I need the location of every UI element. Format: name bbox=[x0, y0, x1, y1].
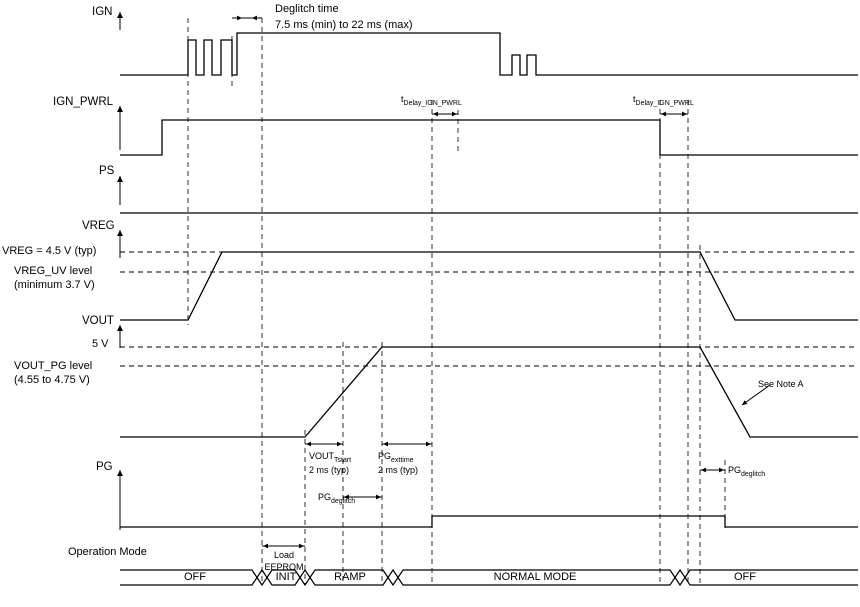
vreg-uv-level-label: VREG_UV level bbox=[14, 265, 93, 277]
vout-reference-lines bbox=[120, 347, 858, 366]
operation-mode-segment-normal: NORMAL MODE bbox=[493, 571, 577, 583]
load-eeprom-line2: EEPROM bbox=[264, 562, 304, 572]
operation-mode-label: Operation Mode bbox=[68, 546, 147, 558]
vreg-uv-min-label: (minimum 3.7 V) bbox=[14, 279, 95, 291]
pg-exttime-label: $PG_{exttime}$ bbox=[378, 451, 414, 464]
signal-label-vreg: VREG bbox=[82, 220, 115, 232]
operation-mode-segment-off-1: OFF bbox=[184, 571, 206, 583]
signal-label-ign-pwrl: IGN_PWRL bbox=[53, 96, 114, 108]
waveform-pg bbox=[120, 516, 858, 527]
pg-deglitch-label-2: $PG_{deglitch}$ bbox=[728, 465, 766, 478]
waveform-vreg bbox=[120, 252, 858, 320]
deglitch-time-value: 7.5 ms (min) to 22 ms (max) bbox=[275, 19, 413, 31]
signal-label-vout: VOUT bbox=[82, 315, 114, 327]
vout-pg-range-label: (4.55 to 4.75 V) bbox=[14, 374, 90, 386]
waveform-vout bbox=[120, 347, 858, 437]
deglitch-time-title: Deglitch time bbox=[275, 3, 339, 15]
waveform-ign-pwrl bbox=[120, 120, 858, 155]
note-a-label: See Note A bbox=[758, 379, 804, 389]
signal-label-ps: PS bbox=[99, 165, 115, 177]
vout-tstart-value: 2 ms (typ) bbox=[309, 465, 350, 475]
vout-pg-level-label: VOUT_PG level bbox=[14, 360, 93, 372]
signal-label-ign: IGN bbox=[92, 6, 113, 18]
vreg-reference-lines bbox=[120, 252, 858, 272]
pg-exttime-value: 2 ms (typ) bbox=[378, 465, 419, 475]
t-delay-ign-pwrl-label-1: $t_{Delay\_IGN\_PWRL}$ bbox=[401, 94, 462, 107]
vout-5v-label: 5 V bbox=[92, 338, 109, 350]
operation-mode-segment-ramp: RAMP bbox=[334, 571, 366, 583]
load-eeprom-line1: Load bbox=[273, 550, 295, 560]
waveform-ign bbox=[120, 33, 858, 75]
vout-tstart-label: $VOUT_{Tstart}$ bbox=[309, 451, 352, 464]
signal-label-pg: PG bbox=[96, 461, 113, 473]
pg-deglitch-label-1: $PG_{deglitch}$ bbox=[318, 492, 356, 505]
vreg-typ-label: VREG = 4.5 V (typ) bbox=[2, 245, 97, 257]
operation-mode-segment-off-2: OFF bbox=[734, 571, 756, 583]
operation-mode-segment-init: INIT bbox=[275, 571, 297, 583]
t-delay-ign-pwrl-label-2: $t_{Delay\_IGN\_PWRL}$ bbox=[633, 94, 694, 107]
